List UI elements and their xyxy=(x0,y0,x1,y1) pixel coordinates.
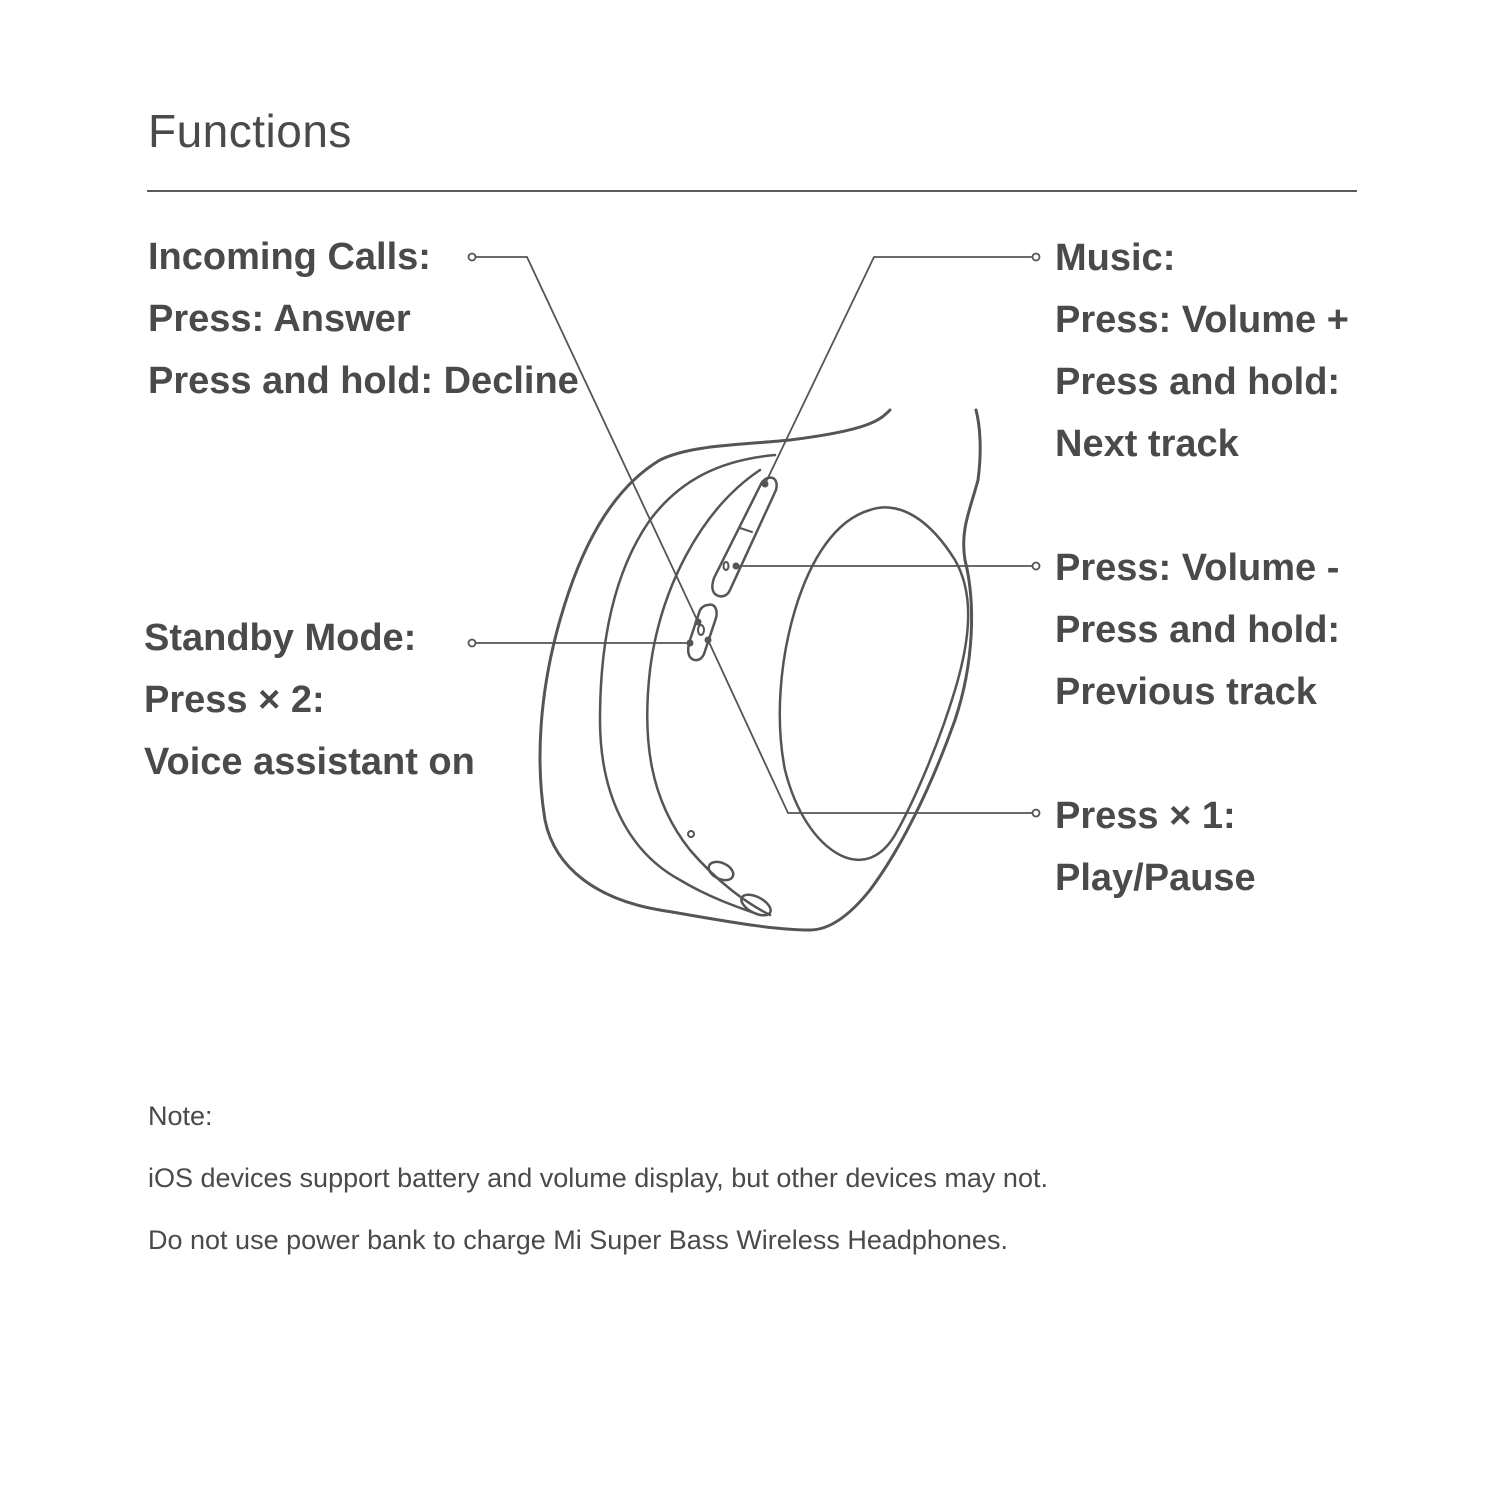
ear-pad xyxy=(780,507,968,859)
note-line: iOS devices support battery and volume display, but other devices may not. xyxy=(148,1163,1048,1193)
note-heading: Note: xyxy=(148,1101,213,1131)
callout-line: Next track xyxy=(1055,423,1239,465)
callout-line: Press and hold: xyxy=(1055,361,1341,403)
note-line: Do not use power bank to charge Mi Super Bass Wireless Headphones. xyxy=(148,1225,1008,1255)
callout-line: Press: Volume - xyxy=(1055,547,1340,589)
callout-music xyxy=(1055,227,1349,475)
callout-line: Press × 1: xyxy=(1055,795,1236,837)
callout-line: Previous track xyxy=(1055,671,1317,713)
callout-line: Press and hold: xyxy=(1055,609,1341,651)
callout-heading: Standby Mode: xyxy=(144,617,417,659)
page-title: Functions xyxy=(148,105,352,157)
callout-line: Play/Pause xyxy=(1055,857,1256,899)
callout-line: Press and hold: Decline xyxy=(148,360,579,402)
callout-heading: Incoming Calls: xyxy=(148,236,431,278)
callout-line: Press × 2: xyxy=(144,679,325,721)
play-button xyxy=(688,605,717,660)
callout-line: Press: Volume + xyxy=(1055,299,1349,341)
callout-press-once xyxy=(1055,785,1256,909)
volume-button-strip xyxy=(712,478,776,597)
note-section xyxy=(148,1085,1048,1271)
callout-standby-mode xyxy=(144,607,475,793)
callout-line: Press: Answer xyxy=(148,298,411,340)
callout-volume-minus xyxy=(1055,537,1340,723)
callout-heading: Music: xyxy=(1055,237,1176,279)
callout-incoming-calls xyxy=(148,226,579,412)
charge-port xyxy=(706,858,736,883)
audio-port xyxy=(738,890,774,919)
callout-line: Voice assistant on xyxy=(144,741,475,783)
earcup-rim-inner xyxy=(647,470,770,915)
